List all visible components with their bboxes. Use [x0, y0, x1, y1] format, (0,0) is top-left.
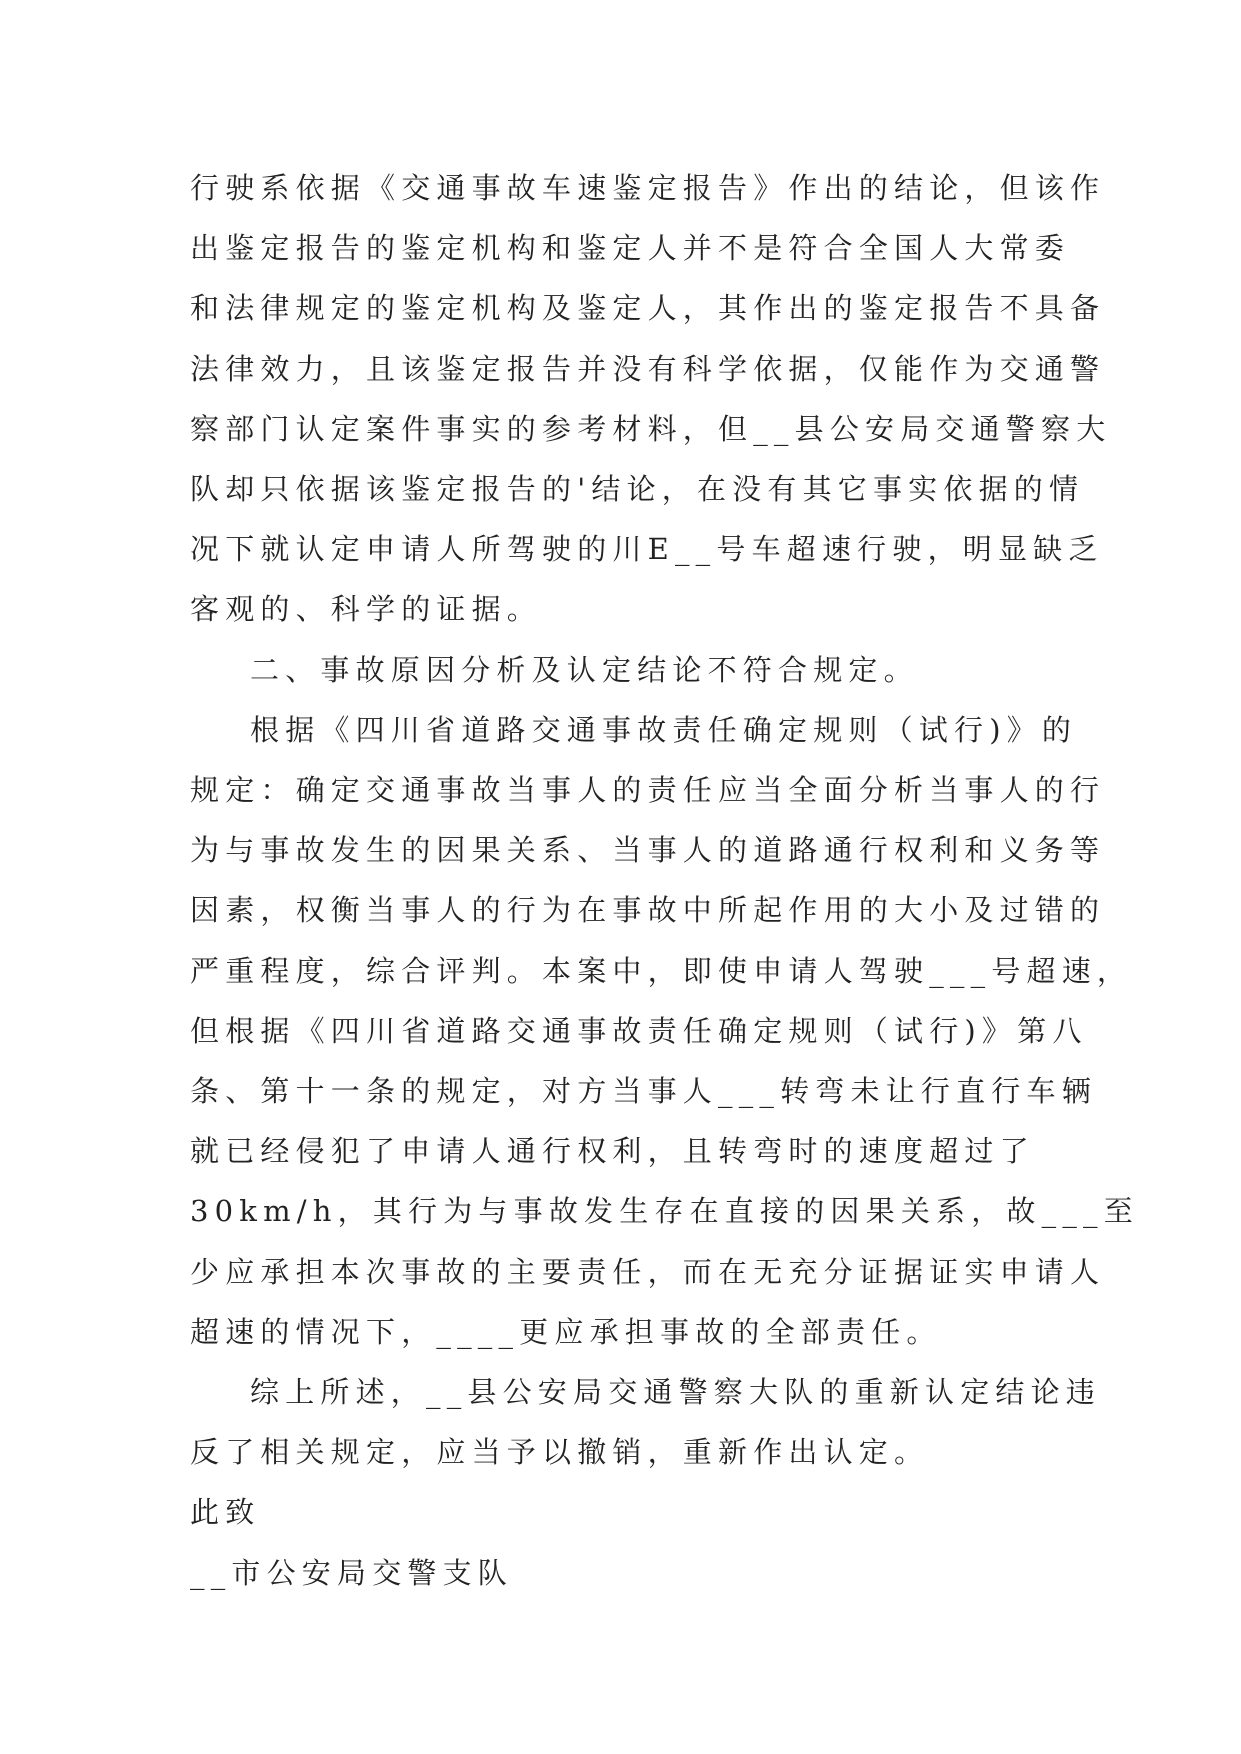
text-line: 但根据《四川省道路交通事故责任确定规则（试行)》第八 — [190, 1013, 1088, 1048]
text-line: 法律效力，且该鉴定报告并没有科学依据，仅能作为交通警 — [190, 351, 1106, 386]
text-line: 行驶系依据《交通事故车速鉴定报告》作出的结论，但该作 — [190, 171, 1106, 205]
text-line: 为与事故发生的因果关系、当事人的道路通行权利和义务等 — [190, 833, 1106, 868]
text-line: 察部门认定案件事实的参考材料，但__县公安局交通警察大 — [190, 411, 1112, 446]
text-line: 队却只依据该鉴定报告的'结论，在没有其它事实依据的情 — [190, 472, 1085, 507]
text-line: 条、第十一条的规定，对方当事人___转弯未让行直行车辆 — [190, 1074, 1097, 1109]
salutation-text: 此致 — [190, 1495, 261, 1530]
text-line: 严重程度，综合评判。本案中，即使申请人驾驶___号超速， — [190, 953, 1133, 988]
text-line: 根据《四川省道路交通事故责任确定规则（试行)》的 — [250, 712, 1078, 747]
text-line: 反了相关规定，应当予以撤销，重新作出认定。 — [190, 1435, 930, 1470]
recipient — [190, 1543, 1050, 1603]
text-line: 30km/h，其行为与事故发生存在直接的因果关系，故___至 — [190, 1194, 1139, 1229]
text-line: 就已经侵犯了申请人通行权利，且转弯时的速度超过了 — [190, 1134, 1035, 1169]
text-line: 况下就认定申请人所驾驶的川E__号车超速行驶，明显缺乏 — [190, 532, 1104, 567]
heading-line: 二、事故原因分析及认定结论不符合规定。 — [250, 652, 919, 687]
text-line: 客观的、科学的证据。 — [190, 592, 543, 627]
recipient-text: __市公安局交警支队 — [190, 1555, 514, 1590]
text-line: 规定：确定交通事故当事人的责任应当全面分析当事人的行 — [190, 773, 1106, 808]
text-line: 少应承担本次事故的主要责任，而在无充分证据证实申请人 — [190, 1254, 1106, 1289]
salutation — [190, 1482, 1050, 1542]
paragraph-conclusion — [190, 1362, 1102, 1482]
document-body — [190, 158, 1139, 1603]
section-heading-2 — [190, 640, 1050, 700]
text-line: 出鉴定报告的鉴定机构和鉴定人并不是符合全国人大常委 — [190, 231, 1071, 266]
text-line: 综上所述，__县公安局交通警察大队的重新认定结论违 — [250, 1375, 1102, 1410]
paragraph-rules-analysis — [190, 700, 1139, 1362]
paragraph-speed-report — [190, 158, 1112, 640]
text-line: 因素，权衡当事人的行为在事故中所起作用的大小及过错的 — [190, 893, 1106, 928]
text-line: 和法律规定的鉴定机构及鉴定人，其作出的鉴定报告不具备 — [190, 291, 1106, 326]
text-line: 超速的情况下，____更应承担事故的全部责任。 — [190, 1314, 942, 1349]
